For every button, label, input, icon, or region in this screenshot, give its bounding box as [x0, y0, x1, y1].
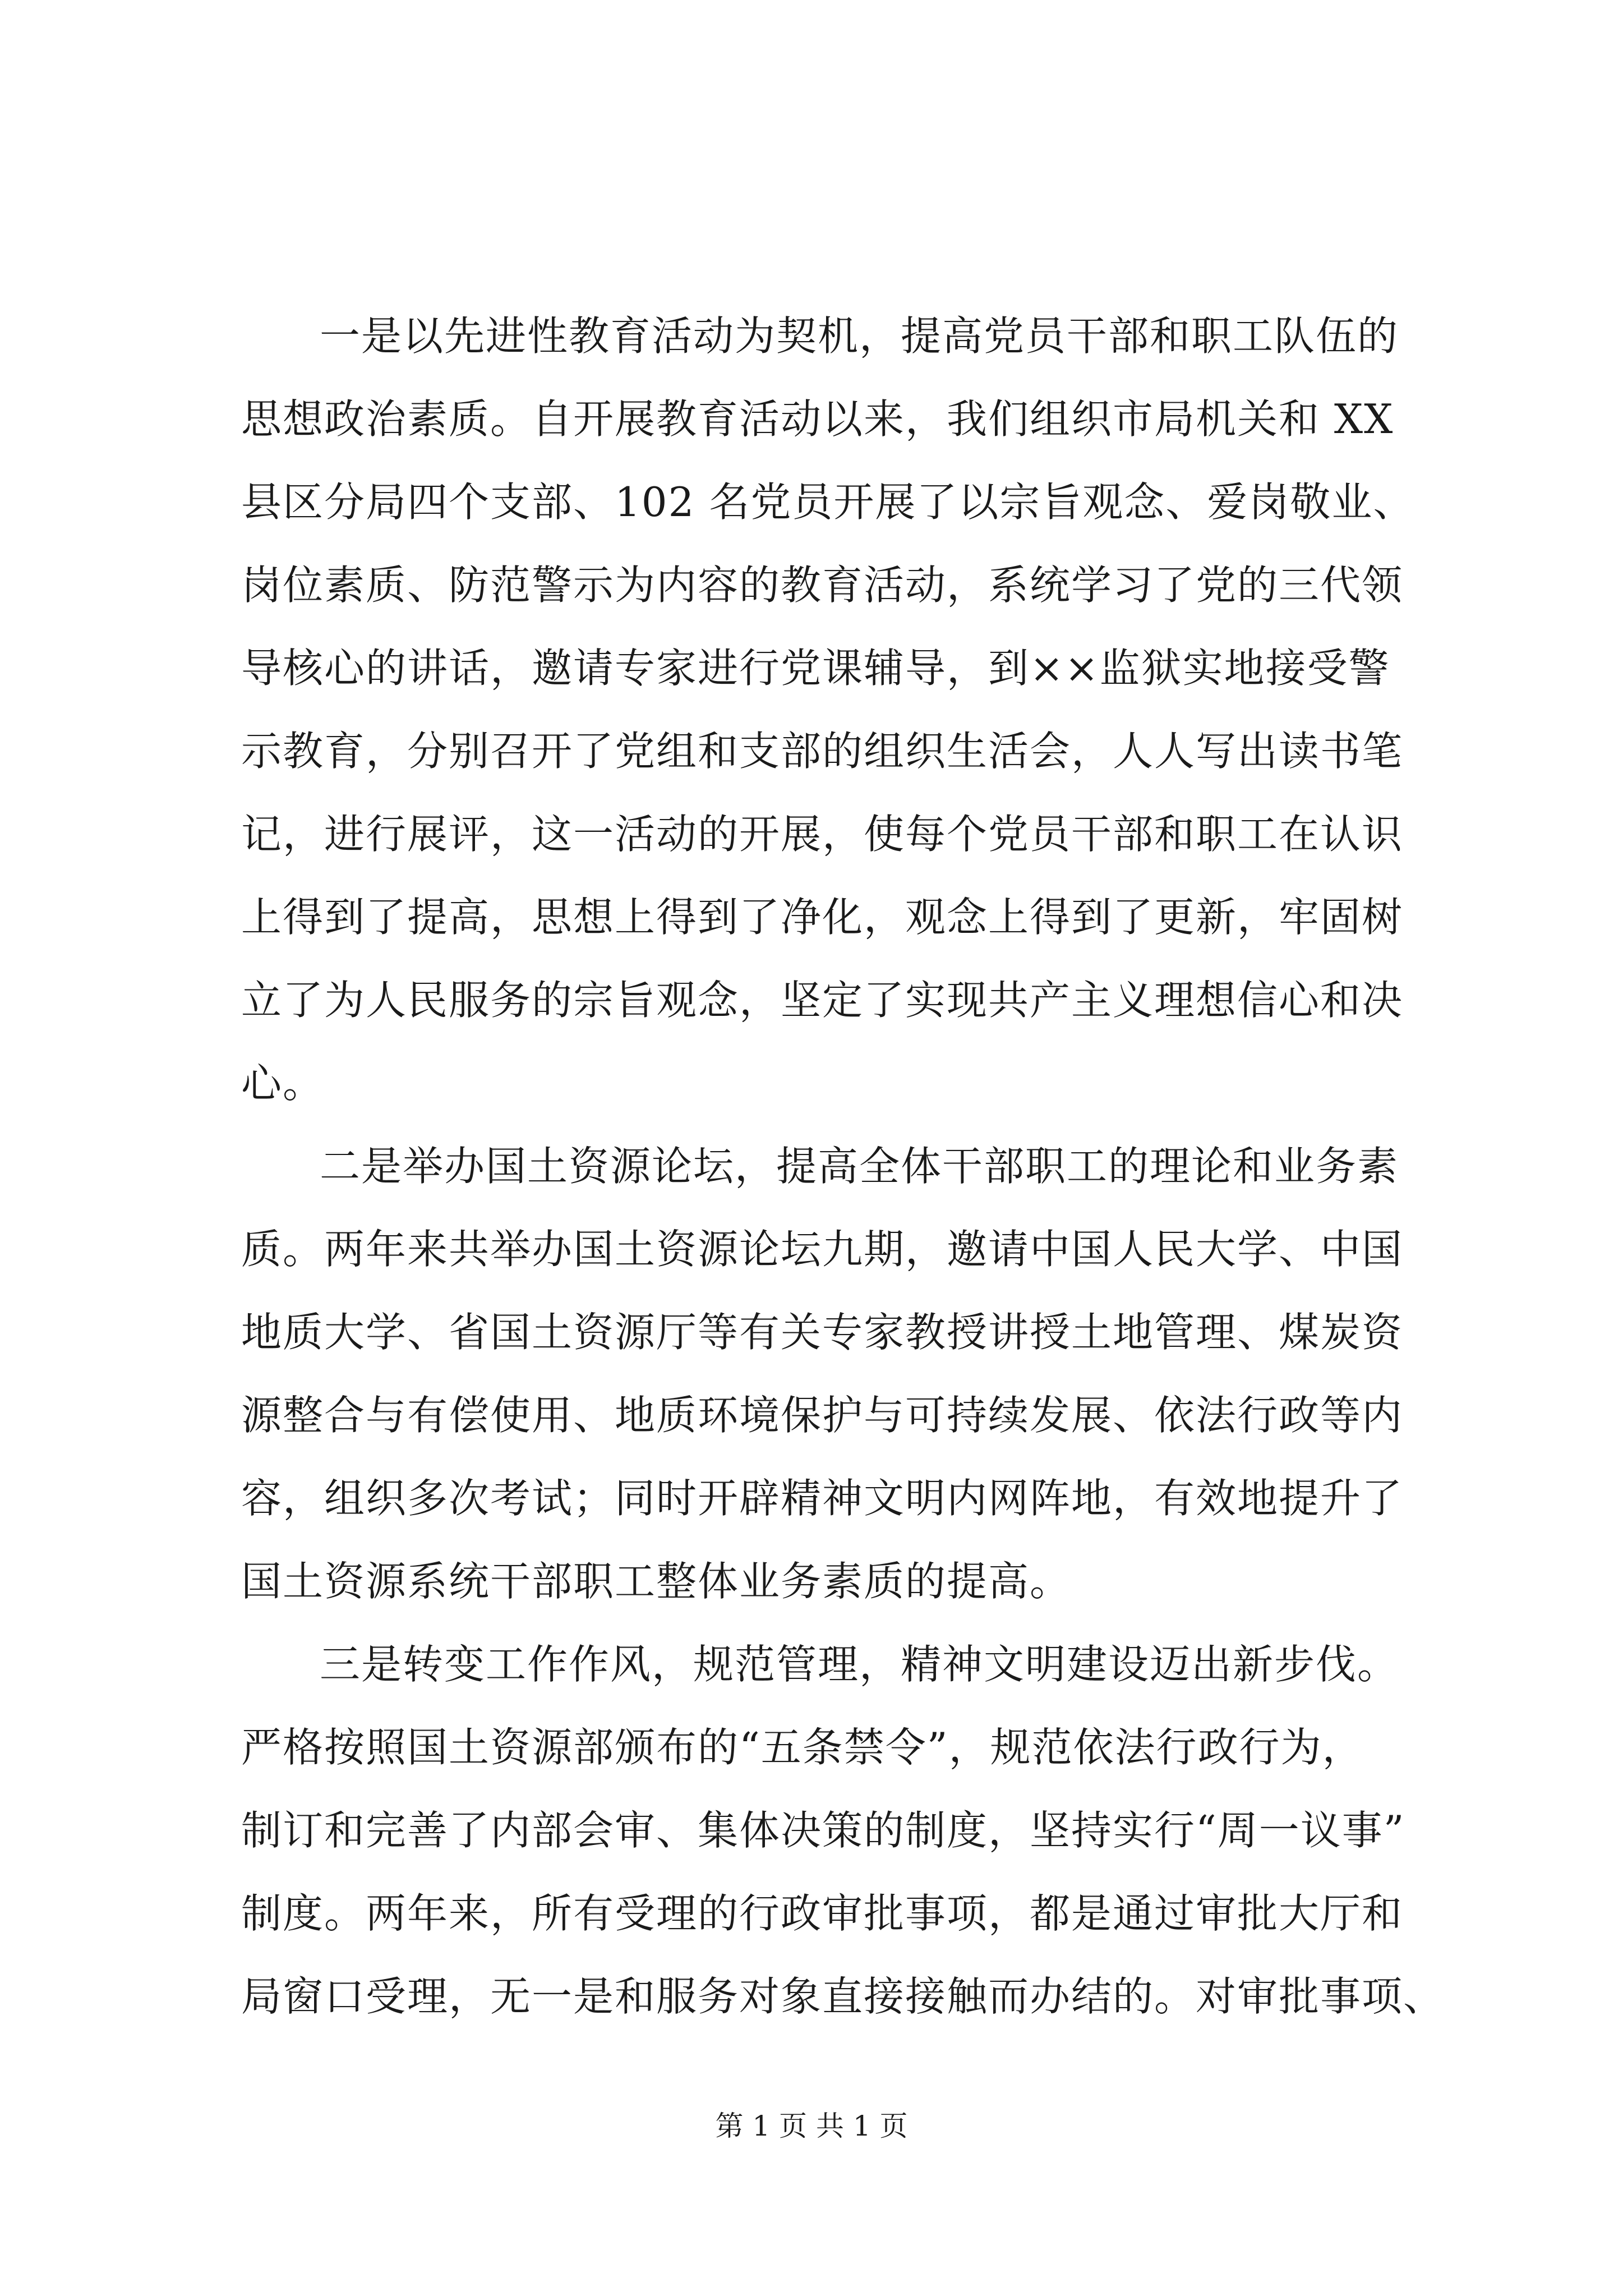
paragraph-line: 源整合与有偿使用、地质环境保护与可持续发展、依法行政等内: [241, 1392, 1404, 1439]
paragraph-first-line: 三是转变工作作风，规范管理，精神文明建设迈出新步伐。: [320, 1641, 1399, 1688]
paragraph-line: 岗位素质、防范警示为内容的教育活动，系统学习了党的三代领: [241, 562, 1404, 609]
paragraph-line: 地质大学、省国土资源厅等有关专家教授讲授土地管理、煤炭资: [241, 1309, 1404, 1356]
paragraph-line: 制度。两年来，所有受理的行政审批事项，都是通过审批大厅和: [241, 1890, 1404, 1937]
page-footer: 第 1 页 共 1 页: [715, 2110, 908, 2142]
paragraph-line: 制订和完善了内部会审、集体决策的制度，坚持实行“周一议事”: [241, 1807, 1405, 1854]
paragraph-first-line: 二是举办国土资源论坛，提高全体干部职工的理论和业务素: [320, 1143, 1399, 1190]
paragraph-line: 示教育，分别召开了党组和支部的组织生活会，人人写出读书笔: [241, 728, 1404, 775]
paragraph-line: 导核心的讲话，邀请专家进行党课辅导，到××监狱实地接受警: [241, 645, 1390, 692]
paragraph-line: 记，进行展评，这一活动的开展，使每个党员干部和职工在认识: [241, 811, 1404, 858]
paragraph-line: 县区分局四个支部、102 名党员开展了以宗旨观念、爱岗敬业、: [241, 478, 1415, 526]
body-text: [241, 295, 1445, 2038]
paragraph-line: 国土资源系统干部职工整体业务素质的提高。: [241, 1558, 1072, 1605]
paragraph-line: 思想政治素质。自开展教育活动以来，我们组织市局机关和 XX: [241, 395, 1394, 443]
paragraph-line: 容，组织多次考试；同时开辟精神文明内网阵地，有效地提升了: [241, 1475, 1404, 1522]
paragraph-line: 局窗口受理，无一是和服务对象直接接触而办结的。对审批事项、: [241, 1973, 1445, 2020]
paragraph-line: 上得到了提高，思想上得到了净化，观念上得到了更新，牢固树: [241, 894, 1404, 941]
paragraph-first-line: 一是以先进性教育活动为契机，提高党员干部和职工队伍的: [320, 312, 1399, 360]
paragraph-line: 立了为人民服务的宗旨观念，坚定了实现共产主义理想信心和决: [241, 977, 1404, 1024]
paragraph-line: 心。: [241, 1060, 325, 1107]
paragraph-line: 质。两年来共举办国土资源论坛九期，邀请中国人民大学、中国: [241, 1226, 1404, 1273]
paragraph-line: 严格按照国土资源部颁布的“五条禁令”，规范依法行政行为，: [241, 1724, 1364, 1771]
